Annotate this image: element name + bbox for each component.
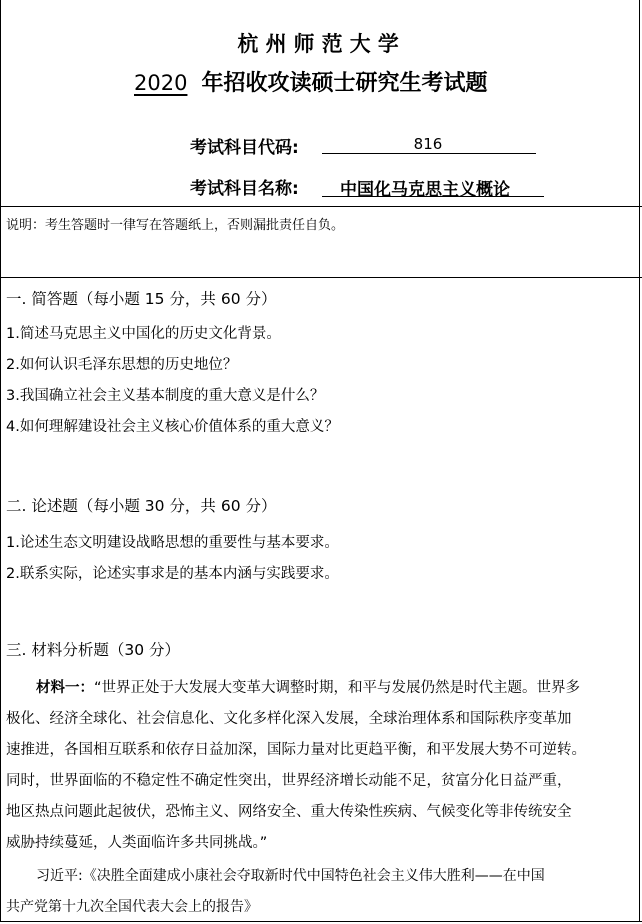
material-text: “世界正处于大发展大变革大调整时期，和平与发展仍然是时代主题。世界多 bbox=[94, 680, 581, 696]
section2-question: 2.联系实际，论述实事求是的基本内涵与实践要求。 bbox=[6, 566, 339, 582]
material-source-line: 习近平:《决胜全面建成小康社会夺取新时代中国特色社会主义伟大胜利——在中国 bbox=[36, 868, 545, 884]
section2-question: 1.论述生态文明建设战略思想的重要性与基本要求。 bbox=[6, 535, 339, 551]
exam-notice: 说明：考生答题时一律写在答题纸上，否则漏批责任自负。 bbox=[6, 218, 345, 233]
divider-bottom bbox=[0, 921, 642, 922]
exam-title: 年招收攻读硕士研究生考试题 bbox=[201, 71, 488, 96]
section1-question: 4.如何理解建设社会主义核心价值体系的重大意义？ bbox=[6, 419, 339, 435]
material-paragraph-line: 地区热点问题此起彼伏，恐怖主义、网络安全、重大传染性疾病、气候变化等非传统安全 bbox=[6, 804, 572, 820]
subject-code-value: 816 bbox=[413, 135, 443, 153]
material-paragraph-line: 极化、经济全球化、社会信息化、文化多样化深入发展，全球治理体系和国际秩序变革加 bbox=[6, 711, 572, 727]
divider-top bbox=[0, 206, 642, 207]
material-paragraph-line bbox=[36, 676, 580, 697]
material-paragraph-line: 威胁持续蔓延，人类面临许多共同挑战。” bbox=[6, 835, 268, 851]
subject-name-underline bbox=[322, 196, 544, 197]
exam-title-row bbox=[134, 66, 487, 97]
university-name: 杭 州 师 范 大 学 bbox=[237, 31, 399, 56]
section1-question: 2.如何认识毛泽东思想的历史地位？ bbox=[6, 357, 238, 373]
material-paragraph-line: 同时，世界面临的不稳定性不确定性突出，世界经济增长动能不足，贫富分化日益严重， bbox=[6, 773, 572, 789]
section2-title: 二. 论述题（每小题 30 分，共 60 分） bbox=[6, 497, 277, 515]
divider-notice bbox=[0, 277, 642, 278]
material-paragraph-line: 速推进，各国相互联系和依存日益加深，国际力量对比更趋平衡，和平发展大势不可逆转。 bbox=[6, 742, 586, 758]
exam-year: 2020 bbox=[134, 71, 188, 95]
section1-question: 3.我国确立社会主义基本制度的重大意义是什么？ bbox=[6, 388, 325, 404]
subject-name-label: 考试科目名称: bbox=[190, 179, 299, 199]
subject-name-value: 中国化马克思主义概论 bbox=[340, 180, 510, 200]
material-label: 材料一： bbox=[36, 680, 94, 696]
section1-title: 一. 简答题（每小题 15 分，共 60 分） bbox=[6, 290, 277, 308]
section3-title: 三. 材料分析题（30 分） bbox=[6, 641, 181, 659]
material-source-line: 共产党第十九次全国代表大会上的报告》 bbox=[6, 899, 258, 915]
subject-code-underline bbox=[322, 153, 536, 154]
subject-code-label: 考试科目代码: bbox=[190, 138, 299, 158]
section1-question: 1.简述马克思主义中国化的历史文化背景。 bbox=[6, 326, 281, 342]
